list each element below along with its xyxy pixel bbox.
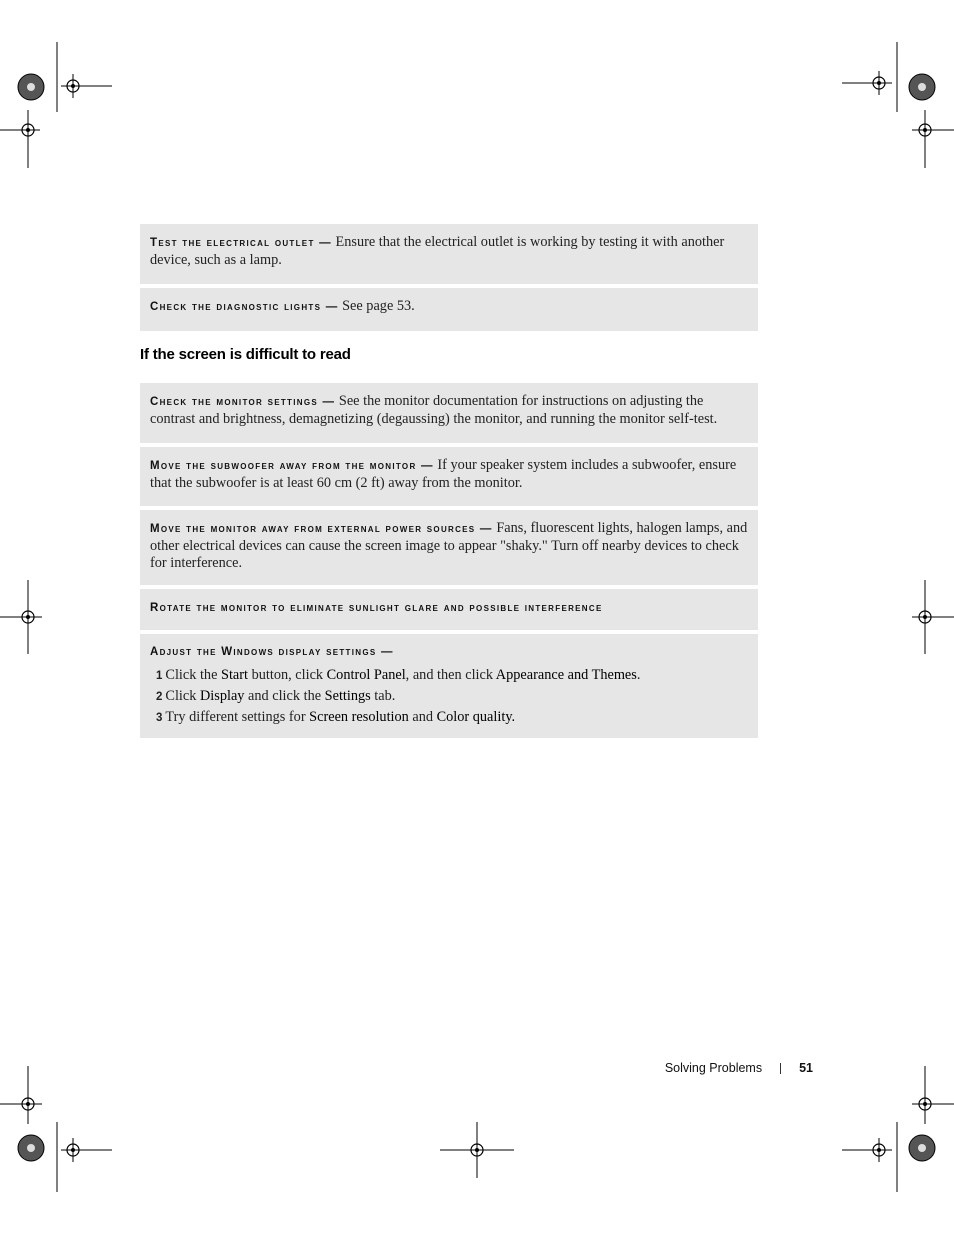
tip-text: If your speaker system includes a subwoofer, ensure that the subwoofer is at least 60 cm (2 ft) away from the monitor. bbox=[150, 457, 737, 491]
step-text: , and then click bbox=[405, 667, 496, 683]
ui-term: Control Panel bbox=[326, 667, 406, 683]
tip-heading: Rotate the monitor to eliminate sunlight glare and possible interference bbox=[150, 602, 603, 614]
tip-box-windows-display bbox=[140, 634, 758, 738]
page-number: 51 bbox=[799, 1061, 813, 1075]
ui-term: Appearance and Themes bbox=[495, 667, 637, 683]
step-number: 3 bbox=[156, 712, 163, 724]
tip-text: Ensure that the electrical outlet is working by testing it with another device, such as a lamp. bbox=[150, 234, 725, 268]
ui-term: Color quality. bbox=[436, 709, 516, 725]
section-title: If the screen is difficult to read bbox=[140, 346, 351, 363]
tip-box-rotate-monitor bbox=[140, 589, 758, 630]
tip-box-power-sources bbox=[140, 510, 758, 585]
tip-text: See the monitor documentation for instructions on adjusting the contrast and brightness, demagnetizing (degaussing) the monitor, and running the monitor self-test. bbox=[150, 393, 718, 427]
page-footer bbox=[665, 1061, 813, 1075]
step-item bbox=[156, 665, 748, 686]
step-text: button, click bbox=[248, 667, 327, 683]
tip-box-diagnostic-lights bbox=[140, 288, 758, 331]
ui-term: Screen resolution bbox=[309, 709, 409, 725]
ui-term: Settings bbox=[324, 688, 371, 704]
step-text: . bbox=[636, 667, 641, 683]
step-item bbox=[156, 707, 748, 728]
tip-heading: Move the subwoofer away from the monitor — bbox=[150, 460, 434, 472]
tip-box-electrical-outlet bbox=[140, 224, 758, 284]
tip-heading: Check the monitor settings — bbox=[150, 396, 336, 408]
step-text: and click the bbox=[244, 688, 325, 704]
chapter-name: Solving Problems bbox=[664, 1061, 763, 1075]
step-text: Click bbox=[165, 688, 200, 704]
step-number: 2 bbox=[156, 691, 163, 703]
step-text: Try different settings for bbox=[165, 709, 310, 725]
tip-box-subwoofer bbox=[140, 447, 758, 506]
step-text: tab. bbox=[370, 688, 396, 704]
step-number: 1 bbox=[156, 670, 163, 682]
step-item bbox=[156, 686, 748, 707]
tip-box-monitor-settings bbox=[140, 383, 758, 443]
tip-text: See page 53. bbox=[342, 298, 415, 314]
step-text: Click the bbox=[165, 667, 221, 683]
step-list bbox=[150, 665, 748, 728]
ui-term: Start bbox=[221, 667, 249, 683]
footer-divider bbox=[780, 1063, 781, 1074]
ui-term: Display bbox=[199, 688, 245, 704]
step-text: and bbox=[408, 709, 437, 725]
tip-heading: Move the monitor away from external power sources — bbox=[150, 523, 493, 535]
tip-heading: Adjust the Windows display settings — bbox=[150, 646, 394, 658]
tip-heading: Test the electrical outlet — bbox=[150, 237, 332, 249]
tip-heading: Check the diagnostic lights — bbox=[150, 301, 339, 313]
tip-text: Fans, fluorescent lights, halogen lamps, and other electrical devices can cause the screen image to appear "shaky." Turn off nearby devices to check for interference. bbox=[150, 520, 748, 571]
